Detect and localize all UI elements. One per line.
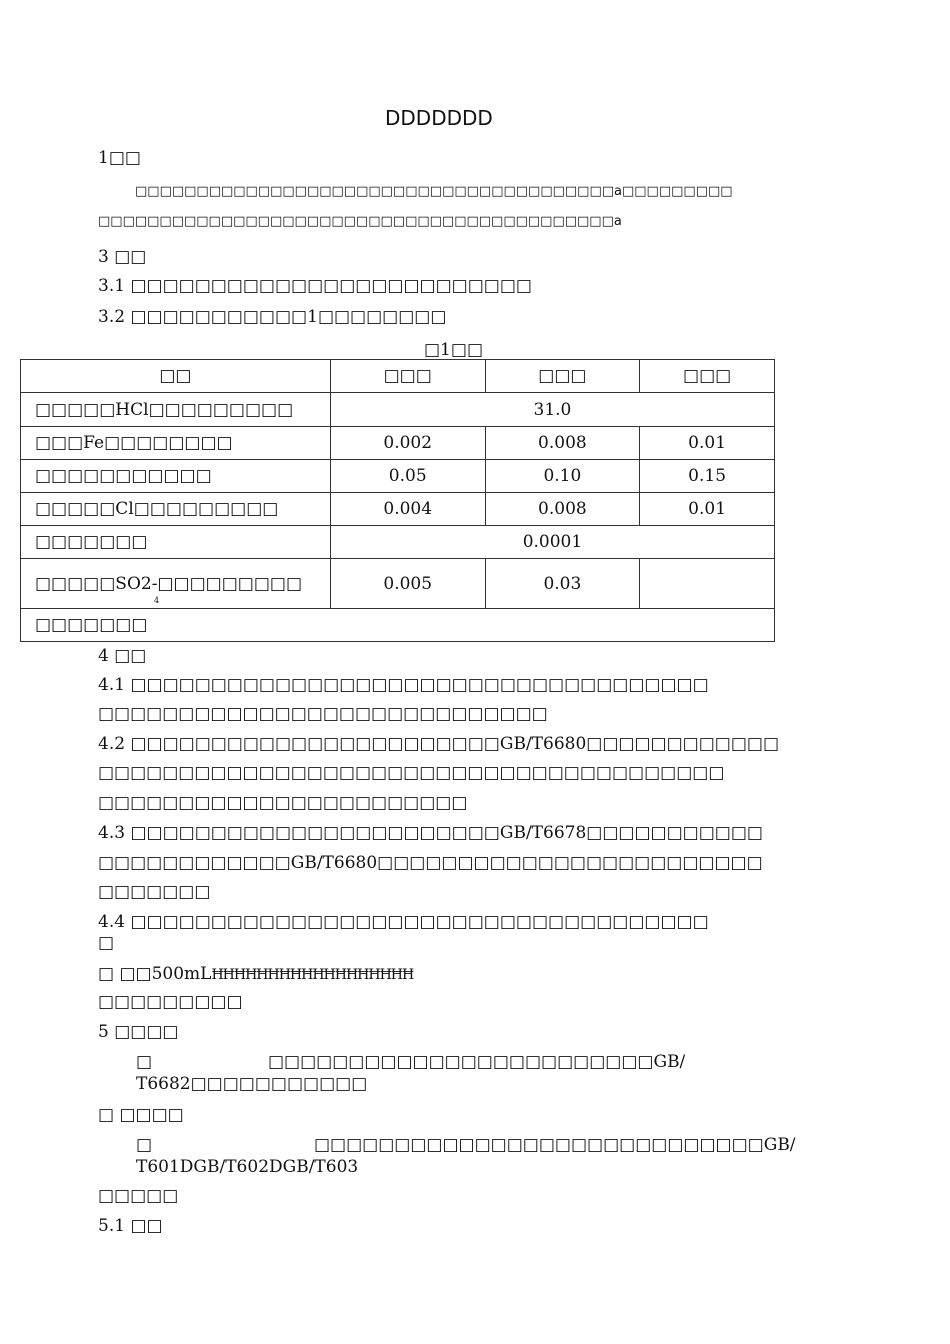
section-4-1-line-2: □□□□□□□□□□□□□□□□□□□□□□□□□□□□	[98, 704, 548, 724]
table-cell-item: □□□□□Cl□□□□□□□□□	[21, 493, 331, 526]
line-500ml-tail: ĦĦĦĦĦĦĦĦĦĦĦĦĦĦĦĦĦĦ	[211, 967, 414, 983]
section-4-3-line-3: □□□□□□□	[98, 882, 211, 902]
section-1-heading: 1□□	[98, 148, 141, 168]
table-cell-value: 0.004	[330, 493, 485, 526]
section-5-1-heading: 5.1 □□	[98, 1216, 163, 1236]
section-3-1: 3.1 □□□□□□□□□□□□□□□□□□□□□□□□□	[98, 276, 532, 296]
table-cell-value	[640, 559, 775, 609]
table-cell-item: □□□□□□□	[21, 609, 775, 642]
section-4-3-line-1: 4.3 □□□□□□□□□□□□□□□□□□□□□□□GB/T6678□□□□□□□□□□□	[98, 823, 763, 843]
specification-table	[20, 359, 775, 642]
table-cell-value: 0.005	[330, 559, 485, 609]
line-after-500ml: □□□□□□□□□	[98, 992, 243, 1012]
section-4-1-line-1: 4.1 □□□□□□□□□□□□□□□□□□□□□□□□□□□□□□□□□□□□	[98, 675, 709, 695]
table-cell-value: 0.15	[640, 460, 775, 493]
table-row	[21, 526, 775, 559]
table-row	[21, 460, 775, 493]
section-4-2-line-3: □□□□□□□□□□□□□□□□□□□□□□□	[98, 793, 468, 813]
section-3-2: 3.2 □□□□□□□□□□□1□□□□□□□□	[98, 307, 447, 327]
table-row	[21, 609, 775, 642]
section-4-3-line-2: □□□□□□□□□□□□GB/T6680□□□□□□□□□□□□□□□□□□□□□□□□	[98, 853, 763, 873]
paragraph-5b-marker: □	[136, 1135, 153, 1155]
table-cell-value: 0.01	[640, 427, 775, 460]
table-cell-item: □□□Fe□□□□□□□□	[21, 427, 331, 460]
table-cell-merged: 0.0001	[330, 526, 774, 559]
table-cell-value: 0.002	[330, 427, 485, 460]
table-row	[21, 427, 775, 460]
table-header-row	[21, 360, 775, 393]
table-cell-value: 0.01	[640, 493, 775, 526]
table-row	[21, 493, 775, 526]
document-title: DDDDDDD	[385, 106, 493, 130]
section-4-heading: 4 □□	[98, 646, 147, 666]
table-cell-item: □□□□□□□	[21, 526, 331, 559]
section-5-heading: 5 □□□□	[98, 1022, 179, 1042]
table-header-cell: □□□	[330, 360, 485, 393]
section-4-2-line-1: 4.2 □□□□□□□□□□□□□□□□□□□□□□□GB/T6680□□□□□□□□□□□□	[98, 734, 780, 754]
section-5b-heading: □ □□□□	[98, 1105, 184, 1125]
line-500ml	[98, 964, 413, 984]
line-5c: □□□□□	[98, 1186, 179, 1206]
paragraph-1-line-1: □□□□□□□□□□□□□□□□□□□□□□□□□□□□□□□□□□□□□□□a□□□□□□□□□	[135, 184, 733, 199]
paragraph-5b-text: □□□□□□□□□□□□□□□□□□□□□□□□□□□□GB/	[314, 1135, 796, 1155]
section-4-2-line-2: □□□□□□□□□□□□□□□□□□□□□□□□□□□□□□□□□□□□□□□	[98, 763, 725, 783]
paragraph-5a-continuation: T6682□□□□□□□□□□□	[136, 1074, 368, 1094]
table-cell-item: □□□□□□□□□□□	[21, 460, 331, 493]
paragraph-1-line-2: □□□□□□□□□□□□□□□□□□□□□□□□□□□□□□□□□□□□□□□□□□a	[98, 214, 622, 229]
table-header-cell: □□□	[485, 360, 640, 393]
table-caption: □1□□	[424, 340, 484, 360]
section-4-4-line-2: □	[98, 933, 115, 953]
table-row	[21, 393, 775, 427]
table-cell-value: 0.10	[485, 460, 640, 493]
table-cell-value: 0.008	[485, 493, 640, 526]
table-cell-merged: 31.0	[330, 393, 774, 427]
paragraph-5a-text: □□□□□□□□□□□□□□□□□□□□□□□□GB/	[268, 1052, 686, 1072]
table-cell-item: □□□□□HCl□□□□□□□□□	[21, 393, 331, 427]
subscript-4: 4	[154, 595, 160, 605]
table-cell-item	[21, 559, 331, 609]
section-3-heading: 3 □□	[98, 247, 147, 267]
section-4-4-line-1: 4.4 □□□□□□□□□□□□□□□□□□□□□□□□□□□□□□□□□□□□	[98, 912, 709, 932]
table-row	[21, 559, 775, 609]
table-header-cell: □□□	[640, 360, 775, 393]
table-cell-value: 0.05	[330, 460, 485, 493]
paragraph-5a-marker: □	[136, 1052, 153, 1072]
table-cell-value: 0.008	[485, 427, 640, 460]
table-header-cell: □□	[21, 360, 331, 393]
line-500ml-text: □ □□500mL	[98, 964, 212, 984]
table-cell-value: 0.03	[485, 559, 640, 609]
paragraph-5b-continuation: T601DGB/T602DGB/T603	[136, 1157, 359, 1177]
table-cell-item-text: □□□□□SO2-□□□□□□□□□	[35, 573, 303, 594]
